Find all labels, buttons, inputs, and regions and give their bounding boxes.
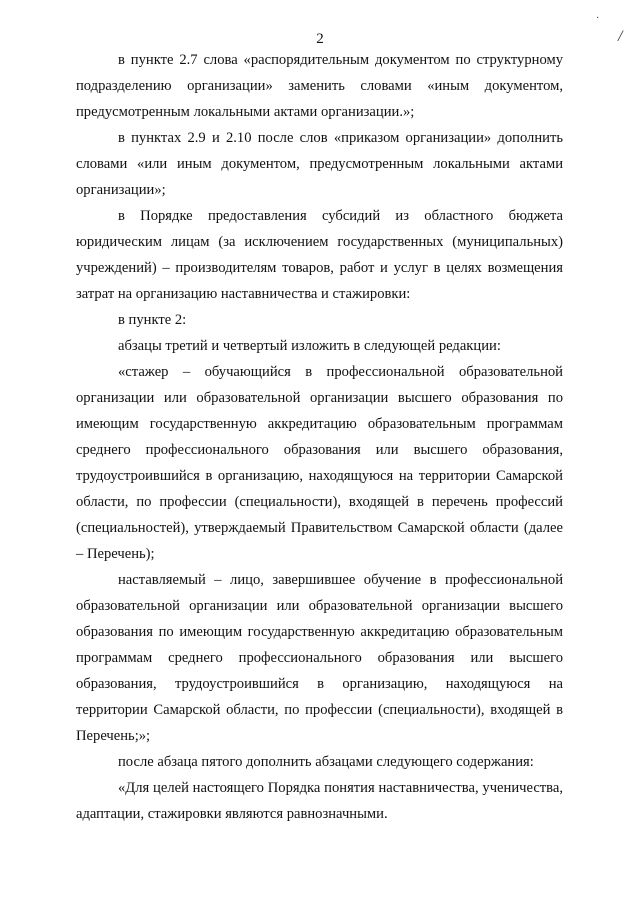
scan-dot-mark: · xyxy=(596,13,600,24)
paragraph-clause-2-7: в пункте 2.7 слова «распорядительным документом по структурному подразделению организации» заменить словами «иным документом, предусмотренным локальными актами организации.»; xyxy=(76,52,563,120)
paragraph-intern-definition: «стажер – обучающийся в профессиональной образовательной организации или образовательной организации высшего образования по имеющим государственную аккредитацию образовательным программам среднего профессионального образования или высшего образования, трудоустроившийся в организацию, находящуюся на территории Самарской области, по профессии (специальности), входящей в перечень профессий (специальностей), утверждаемый Правительством Самарской области (далее – Перечень); xyxy=(76,364,563,562)
document-body xyxy=(76,47,563,827)
paragraph-clauses-2-9-2-10: в пунктах 2.9 и 2.10 после слов «приказом организации» дополнить словами «или иным документом, предусмотренным локальными актами организации»; xyxy=(76,130,563,198)
page-number: 2 xyxy=(316,31,324,47)
paragraph-subsidy-procedure: в Порядке предоставления субсидий из областного бюджета юридическим лицам (за исключением государственных (муниципальных) учреждений) – производителям товаров, работ и услуг в целях возмещения затрат на организацию наставничества и стажировки: xyxy=(76,208,563,302)
paragraph-equivalence: «Для целей настоящего Порядка понятия наставничества, ученичества, адаптации, стажировки являются равнозначными. xyxy=(76,780,563,822)
paragraph-after-fifth: после абзаца пятого дополнить абзацами следующего содержания: xyxy=(118,754,534,770)
paragraph-mentee-definition: наставляемый – лицо, завершившее обучение в профессиональной образовательной организации или образовательной организации высшего образования по имеющим государственную аккредитацию образовательным программам среднего профессионального образования или высшего образования, трудоустроившийся в организацию, находящуюся на территории Самарской области, по профессии (специальности), входящей в Перечень;»; xyxy=(76,572,563,744)
paragraph-clause-2: в пункте 2: xyxy=(118,312,187,328)
scan-tick-mark: / xyxy=(618,28,623,45)
paragraph-third-fourth: абзацы третий и четвертый изложить в следующей редакции: xyxy=(118,338,501,354)
